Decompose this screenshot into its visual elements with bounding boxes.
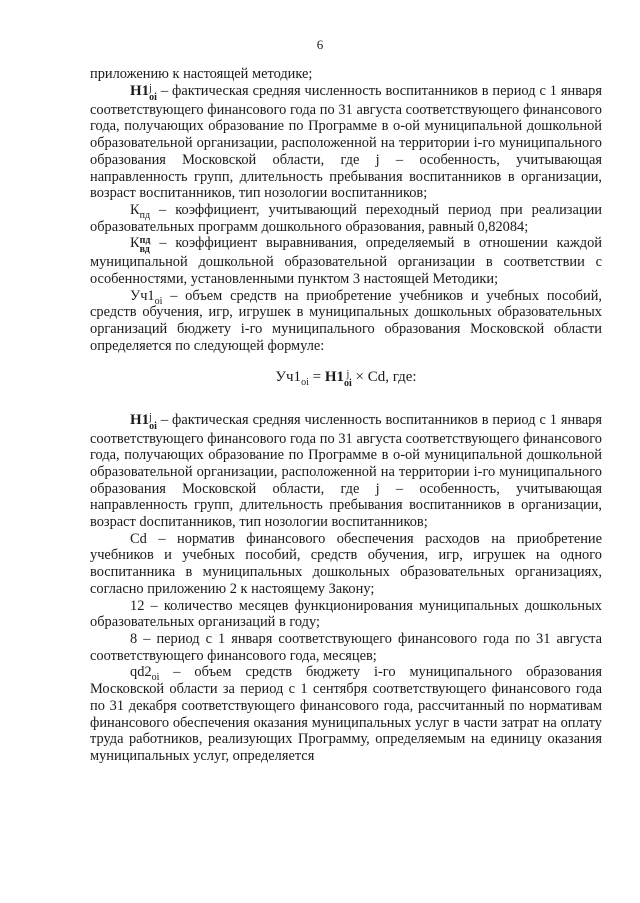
formula-lhs: Уч1 [275, 368, 302, 385]
paragraph-kvd-definition [90, 235, 602, 287]
symbol-kpd: К [130, 201, 140, 218]
formula-h1-sub: oi [343, 377, 352, 389]
symbol-kvd: К [130, 235, 140, 252]
symbol-kpd-sub: пд [139, 209, 151, 221]
paragraph-h1-definition-repeat [90, 412, 602, 531]
symbol-kvd-sup: пд [139, 235, 151, 247]
formula-h1-indices [344, 370, 352, 388]
paragraph-kpd-definition [90, 202, 602, 235]
formula-h1: Н1 [324, 368, 344, 385]
symbol-kvd-sub: вд [139, 244, 150, 256]
h1-definition-text: – фактическая средняя численность воспитанников в период с 1 января соответствующего финансового года по 31 августа соответствующего финансового года, получающих образование по Программе в о-ой муниципальной дошкольной образовательной организации, расположенной на территории i-го муниципального образования Московской области, где j – особенность, учитывающая направленность групп, длительность пребывания воспитанников в организации, возраст воспитанников, тип нозологии воспитанников; [90, 82, 602, 202]
formula-equals: = [308, 368, 325, 385]
formula-uch1 [90, 369, 602, 388]
uch1-definition-text: – объем средств на приобретение учебников и учебных пособий, средств обучения, игр, игрушек в муниципальных дошкольных образовательных организаций бюджету i-го муниципального образования Московской области определяется по следующей формуле: [90, 287, 602, 354]
symbol-h1-sup: j [149, 82, 152, 94]
kvd-definition-text: – коэффициент выравнивания, определяемый в отношении каждой муниципальной дошкольной образовательной организации в соответствии с особенностями, установленными пунктом 3 настоящей Методики; [90, 235, 602, 288]
symbol-qd2: qd2 [130, 664, 152, 681]
symbol-h1-repeat-sub: oi [149, 420, 157, 432]
symbol-uch1: Уч1 [130, 287, 155, 304]
paragraph-qd2-definition [90, 664, 602, 764]
paragraph-cd-definition: Cd – норматив финансового обеспечения расходов на приобретение учебников и учебных пособий, средств обучения, игр, игрушек на одного воспитанника в муниципальных дошкольных образовательных организациях, согласно приложению 2 к настоящему Закону; [90, 530, 602, 597]
formula-lhs-sub: oi [301, 376, 309, 388]
page-number: 6 [316, 37, 324, 52]
formula-rest: × Cd, где: [351, 368, 417, 385]
paragraph-intro-tail: приложению к настоящей методике; [90, 66, 313, 82]
paragraph-uch1-definition [90, 288, 602, 355]
document-body [90, 66, 602, 765]
symbol-qd2-sub: oi [151, 672, 160, 684]
symbol-h1-sub: oi [149, 91, 157, 103]
paragraph-12-months: 12 – количество месяцев функционирования муниципальных дошкольных образовательных организаций в году; [90, 597, 602, 631]
qd2-definition-text: – объем средств бюджету i-го муниципального образования Московской области за период с 1 сентября соответствующего финансового года по 31 декабря соответствующего финансового года, рассчитанный по нормативам финансового обеспечения оказания муниципальных услуг в части затрат на оплату труда работников, реализующих Программу, определяемым на единицу оказания муниципальных услуг, определяется [90, 664, 602, 764]
symbol-h1-indices [149, 84, 157, 102]
symbol-uch1-sub: oi [154, 295, 163, 307]
h1-repeat-definition-text: – фактическая средняя численность воспитанников в период с 1 января соответствующего финансового года по 31 августа соответствующего финансового года, получающих образование по Программе в о-ой муниципальной дошкольной образовательной организации, расположенной на территории i-го муниципального образования Московской области, где j – особенность, учитывающая направленность групп, длительность пребывания воспитанников в организации, возраст dоспитанников, тип нозологии воспитанников; [90, 411, 602, 531]
symbol-h1-repeat-indices [149, 413, 157, 431]
formula-h1-sup: j [346, 368, 350, 380]
paragraph-h1-definition [90, 83, 602, 202]
kpd-definition-text: – коэффициент, учитывающий переходный период при реализации образовательных программ дошкольного образования, равный 0,82084; [90, 201, 602, 235]
symbol-kvd-indices [140, 236, 151, 254]
symbol-h1-repeat-sup: j [149, 411, 152, 423]
symbol-h1-repeat: Н1 [130, 411, 150, 428]
symbol-h1: Н1 [130, 82, 150, 99]
paragraph-8-months: 8 – период с 1 января соответствующего финансового года по 31 августа соответствующего финансового года, месяцев; [90, 630, 602, 664]
